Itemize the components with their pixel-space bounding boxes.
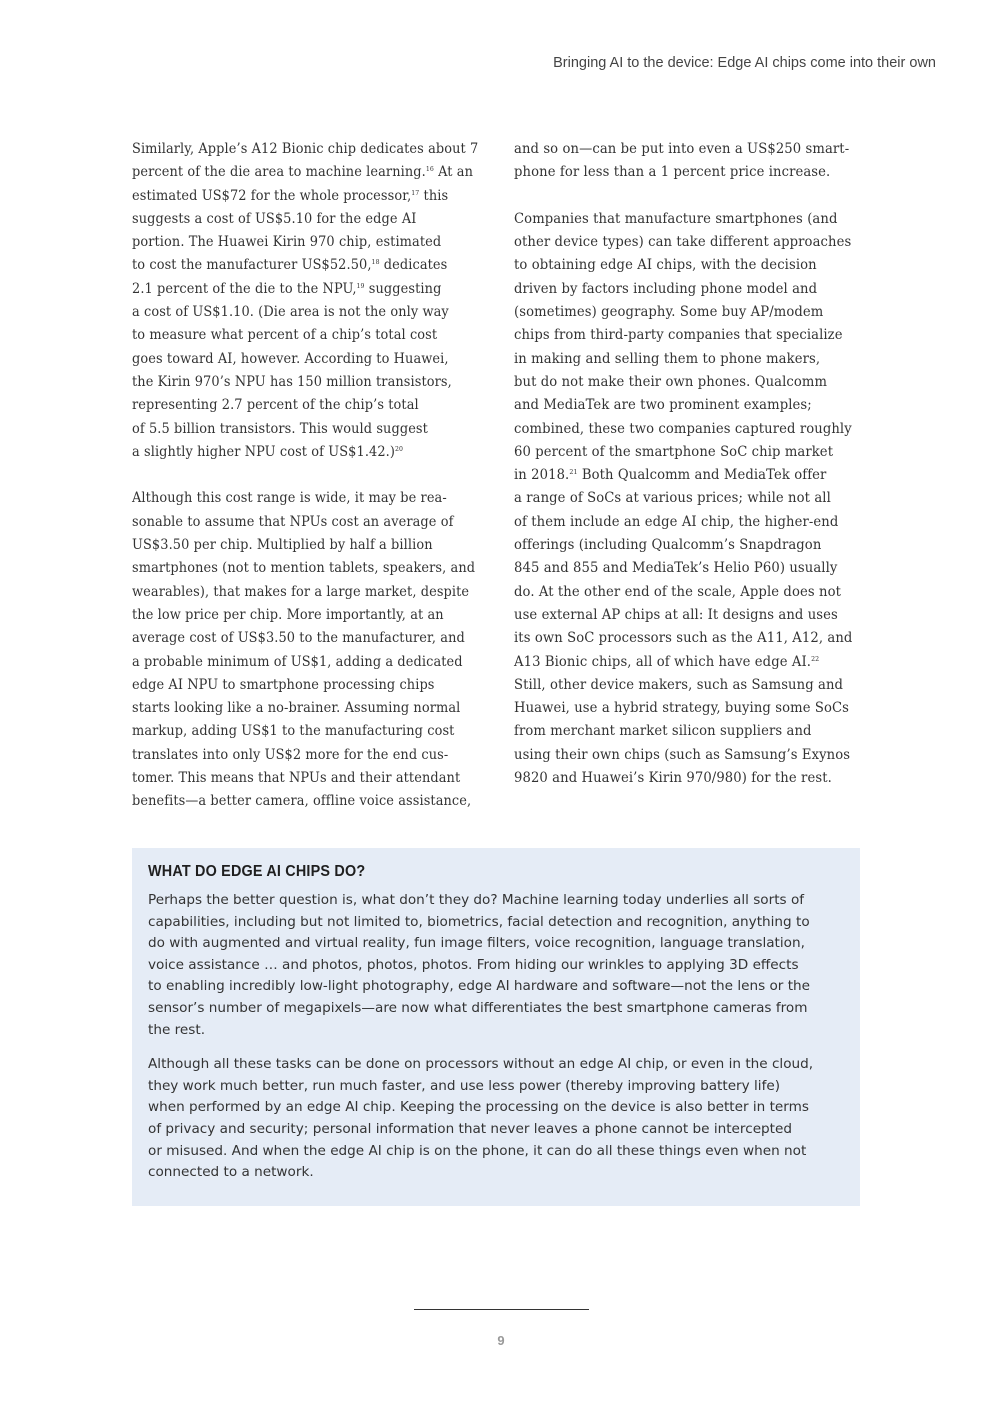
- sidebar-paragraph-2: [148, 1054, 844, 1184]
- text-line: [132, 674, 478, 697]
- text-run: Similarly, Apple’s A12 Bionic chip dedicates about 7: [132, 141, 479, 157]
- text-run: edge AI NPU to smartphone processing chips: [132, 676, 435, 693]
- text-line: [514, 138, 852, 161]
- text-run: (sometimes) geography. Some buy AP/modem: [514, 304, 824, 321]
- text-run: the low price per chip. More importantly, at an: [132, 606, 444, 623]
- text-line: [514, 604, 852, 627]
- text-run: Still, other device makers, such as Samsung and: [514, 676, 844, 693]
- footer-rule: [414, 1309, 589, 1310]
- text-line: [132, 487, 478, 510]
- sidebar-box: [132, 848, 860, 1206]
- sidebar-text-line: sensor’s number of megapixels—are now what differentiates the best smartphone cameras from: [148, 999, 808, 1016]
- text-line: [514, 231, 852, 254]
- text-line: [514, 301, 852, 324]
- text-line: [132, 301, 478, 324]
- text-line: [132, 627, 478, 650]
- footnote-ref: 20: [394, 444, 404, 453]
- text-run: a probable minimum of US$1, adding a dedicated: [132, 653, 463, 670]
- text-line: [514, 394, 852, 417]
- text-line: [132, 324, 478, 347]
- text-line: [514, 254, 852, 277]
- text-run: markup, adding US$1 to the manufacturing cost: [132, 723, 455, 740]
- sidebar-text-line: voice assistance … and photos, photos, photos. From hiding our wrinkles to applying 3D effects: [148, 956, 799, 973]
- left-paragraph-1: [132, 138, 496, 464]
- text-run: the Kirin 970’s NPU has 150 million transistors,: [132, 373, 452, 390]
- text-line: [514, 464, 852, 487]
- text-line: [132, 744, 478, 767]
- text-run: estimated US$72 for the whole processor,: [132, 187, 412, 204]
- text-line: [132, 208, 478, 231]
- text-line: [132, 604, 478, 627]
- text-run: smartphones (not to mention tablets, speakers, and: [132, 560, 476, 577]
- sidebar-text-line: capabilities, including but not limited to, biometrics, facial detection and recognition, anything to: [148, 913, 810, 930]
- text-line: [514, 487, 852, 510]
- text-line: [132, 254, 478, 277]
- text-line: [514, 651, 852, 674]
- text-line: [514, 441, 852, 464]
- text-run: offerings (including Qualcomm’s Snapdragon: [514, 537, 822, 554]
- text-line: [132, 767, 478, 790]
- sidebar-text-line: Although all these tasks can be done on processors without an edge AI chip, or even in the cloud,: [148, 1056, 814, 1073]
- text-line: [514, 720, 852, 743]
- sidebar-text-line: connected to a network.: [148, 1164, 314, 1181]
- sidebar-text-line: to enabling incredibly low-light photography, edge AI hardware and software—not the lens or the: [148, 978, 811, 995]
- text-run: phone for less than a 1 percent price increase.: [514, 164, 831, 181]
- text-line: [132, 161, 478, 184]
- sidebar-text-line: Perhaps the better question is, what don’t they do? Machine learning today underlies all sorts of: [148, 892, 805, 908]
- text-line: [132, 441, 478, 464]
- text-line: [514, 581, 852, 604]
- text-run: this: [419, 187, 449, 204]
- text-run: At an: [433, 164, 474, 181]
- text-line: [132, 348, 478, 371]
- text-line: [514, 627, 852, 650]
- text-run: but do not make their own phones. Qualcomm: [514, 373, 828, 390]
- text-run: from merchant market silicon suppliers and: [514, 723, 812, 740]
- text-line: [514, 744, 852, 767]
- text-run: of them include an edge AI chip, the higher-end: [514, 513, 839, 530]
- text-run: use external AP chips at all: It designs and uses: [514, 606, 838, 623]
- text-line: [132, 511, 478, 534]
- text-run: combined, these two companies captured roughly: [514, 420, 852, 437]
- text-line: [132, 651, 478, 674]
- footnote-ref: 17: [411, 188, 420, 197]
- text-run: tomer. This means that NPUs and their attendant: [132, 770, 461, 787]
- text-run: portion. The Huawei Kirin 970 chip, estimated: [132, 234, 442, 251]
- text-run: driven by factors including phone model and: [514, 280, 818, 297]
- text-run: A13 Bionic chips, all of which have edge AI.: [514, 653, 812, 670]
- text-run: 2.1 percent of the die to the NPU,: [132, 280, 357, 297]
- text-line: [132, 697, 478, 720]
- text-line: [514, 674, 852, 697]
- right-paragraph-1: [514, 138, 863, 185]
- text-run: suggesting: [364, 280, 442, 297]
- text-run: suggests a cost of US$5.10 for the edge AI: [132, 210, 417, 227]
- text-run: to cost the manufacturer US$52.50,: [132, 257, 372, 274]
- text-line: [132, 418, 478, 441]
- text-run: to obtaining edge AI chips, with the decision: [514, 257, 817, 274]
- text-run: 9820 and Huawei’s Kirin 970/980) for the rest.: [514, 770, 832, 787]
- footnote-ref: 22: [811, 654, 820, 663]
- sidebar-text-line: of privacy and security; personal information that never leaves a phone cannot be intercepted: [148, 1120, 793, 1137]
- text-line: [514, 697, 852, 720]
- text-run: US$3.50 per chip. Multiplied by half a billion: [132, 537, 433, 554]
- text-run: dedicates: [379, 257, 448, 274]
- running-header-title: Bringing AI to the device: Edge AI chips come into their own: [553, 55, 936, 71]
- text-line: [132, 557, 478, 580]
- text-run: do. At the other end of the scale, Apple does not: [514, 583, 841, 600]
- text-run: goes toward AI, however. According to Huawei,: [132, 350, 449, 367]
- sidebar-text-line: the rest.: [148, 1021, 206, 1038]
- text-run: 60 percent of the smartphone SoC chip market: [514, 443, 834, 460]
- footnote-ref: 16: [425, 165, 434, 174]
- text-run: in making and selling them to phone makers,: [514, 350, 821, 367]
- text-run: a range of SoCs at various prices; while not all: [514, 490, 831, 507]
- text-run: a slightly higher NPU cost of US$1.42.): [132, 443, 395, 460]
- text-line: [514, 278, 852, 301]
- left-paragraph-2: [132, 487, 496, 813]
- text-run: 845 and 855 and MediaTek’s Helio P60) usually: [514, 560, 838, 577]
- text-line: [132, 394, 478, 417]
- text-run: other device types) can take different approaches: [514, 234, 852, 251]
- text-line: [514, 767, 852, 790]
- text-line: [132, 185, 478, 208]
- text-line: [514, 161, 852, 184]
- text-run: and so on—can be put into even a US$250 smart-: [514, 141, 850, 157]
- sidebar-text-line: they work much better, run much faster, and use less power (thereby improving battery life): [148, 1077, 781, 1094]
- text-run: translates into only US$2 more for the end cus-: [132, 746, 449, 763]
- footnote-ref: 21: [569, 468, 578, 477]
- text-run: its own SoC processors such as the A11, A12, and: [514, 630, 853, 647]
- text-run: average cost of US$3.50 to the manufacturer, and: [132, 630, 465, 647]
- text-line: [132, 138, 478, 161]
- text-line: [132, 371, 478, 394]
- text-line: [132, 720, 478, 743]
- footnote-ref: 19: [356, 281, 365, 290]
- text-run: and MediaTek are two prominent examples;: [514, 397, 812, 414]
- text-run: starts looking like a no-brainer. Assuming normal: [132, 700, 461, 717]
- text-run: Huawei, use a hybrid strategy, buying some SoCs: [514, 700, 850, 717]
- text-run: in 2018.: [514, 467, 570, 484]
- right-paragraph-2: [514, 208, 863, 790]
- text-line: [514, 511, 852, 534]
- text-run: Both Qualcomm and MediaTek offer: [577, 467, 827, 484]
- text-run: using their own chips (such as Samsung’s Exynos: [514, 746, 851, 763]
- sidebar-title: WHAT DO EDGE AI CHIPS DO?: [148, 863, 366, 880]
- text-line: [132, 790, 478, 813]
- text-line: [514, 557, 852, 580]
- sidebar-paragraph-1: [148, 890, 844, 1041]
- right-column: [514, 138, 863, 790]
- text-run: to measure what percent of a chip’s total cost: [132, 327, 438, 344]
- sidebar-text-line: do with augmented and virtual reality, fun image filters, voice recognition, language translation,: [148, 935, 805, 952]
- text-run: Companies that manufacture smartphones (and: [514, 210, 838, 227]
- text-run: percent of the die area to machine learning.: [132, 164, 426, 181]
- text-line: [514, 534, 852, 557]
- text-line: [514, 324, 852, 347]
- text-line: [514, 418, 852, 441]
- text-line: [514, 348, 852, 371]
- text-run: chips from third-party companies that specialize: [514, 327, 843, 344]
- text-line: [132, 534, 478, 557]
- text-run: wearables), that makes for a large market, despite: [132, 583, 470, 600]
- text-line: [514, 371, 852, 394]
- sidebar-text-line: when performed by an edge AI chip. Keeping the processing on the device is also better in terms: [148, 1099, 809, 1116]
- text-line: [132, 231, 478, 254]
- left-column: [132, 138, 496, 814]
- footnote-ref: 18: [371, 258, 380, 267]
- text-line: [514, 208, 852, 231]
- page-number: 9: [497, 1333, 505, 1348]
- text-run: of 5.5 billion transistors. This would suggest: [132, 420, 428, 437]
- sidebar-text-line: or misused. And when the edge AI chip is on the phone, it can do all these things even when not: [148, 1142, 807, 1159]
- text-run: Although this cost range is wide, it may be rea-: [132, 490, 447, 507]
- text-run: sonable to assume that NPUs cost an average of: [132, 513, 454, 530]
- text-run: representing 2.7 percent of the chip’s total: [132, 397, 419, 414]
- text-line: [132, 581, 478, 604]
- text-run: a cost of US$1.10. (Die area is not the only way: [132, 304, 449, 321]
- text-run: benefits—a better camera, offline voice assistance,: [132, 793, 472, 810]
- text-line: [132, 278, 478, 301]
